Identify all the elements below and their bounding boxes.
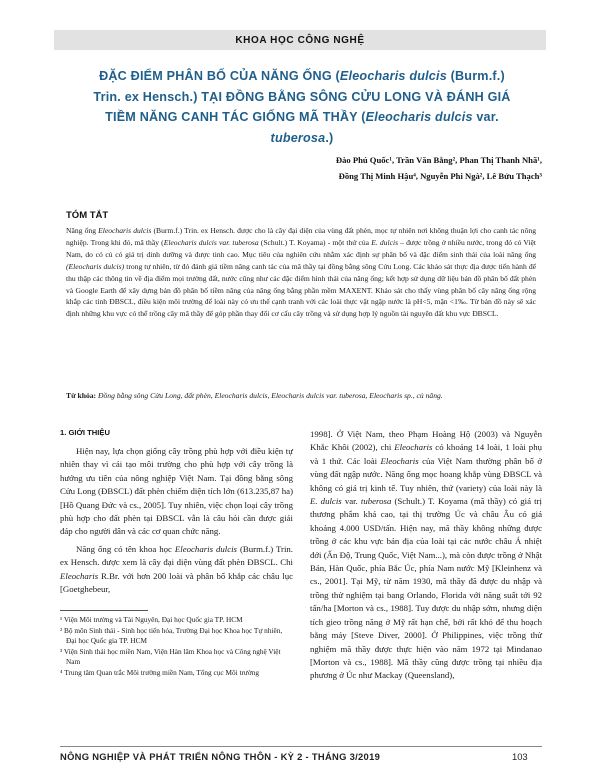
abstract-text: Năng ống Eleocharis dulcis (Burm.f.) Trin. ex Hensch. được cho là cây đại diện của vùng đất phèn, mọc tự nhiên nơi không thuận lợi cho canh tác nông nghiệp. Trong khi đó, mã thầy (Eleocharis dulcis var. tuberosa (Schult.) T. Koyama) - một thứ của E. dulcis – được trồng ở nhiều nước, trong đó có Việt Nam, do có củ có giá trị dinh dưỡng và được tinh cao. Mục tiêu của nghiên cứu nhằm xác định sự phân bố và đặc điểm sinh thái của loài năng ống (Eleocharis dulcis) trong tự nhiên, từ đó đánh giá tiềm năng canh tác của mã thầy tại đồng bằng sông Cửu Long. Các khảo sát thực địa được tiến hành để thu thập các thông tin về địa điểm mọi trường đất, nước cũng như các đặc điểm hình thái của năng ống; kết hợp sử dụng dữ liệu bản đồ phân bố đất phèn và Google Earth để xây dựng bản đồ phân bố tiềm năng của năng ống bằng phần mềm MAXENT. Khảo sát cho thấy vùng phân bố cây năng ống rộng khắp các tỉnh ĐBSCL, điều kiện môi trường để loài này có ưu thế cạnh tranh với các loài thực vật ngập nước là pH<5, mặn <1‰. Từ bản đồ này sẽ xác định những khu vực có thể trồng cây mã thầy để góp phần thay đổi cơ cấu cây trồng và sử dụng hợp lý nguồn tài nguyên đất khu vực ĐBSCL. (66, 226, 536, 319)
right-column (310, 428, 542, 683)
footer-divider (60, 746, 542, 747)
keywords (66, 390, 536, 402)
article-title: ĐẶC ĐIỂM PHÂN BỐ CỦA NĂNG ỐNG (Eleocharis dulcis (Burm.f.) Trin. ex Hensch.) TẠI ĐỒNG BẰNG SÔNG CỬU LONG VÀ ĐÁNH GIÁ TIỀM NĂNG CANH TÁC GIỐNG MÃ THẦY (Eleocharis dulcis var. tuberosa.) (93, 69, 511, 145)
author-line-1: Đào Phú Quốc¹, Trần Văn Bằng², Phan Thị Thanh Nhã¹, (335, 155, 542, 165)
page-number: 103 (512, 751, 528, 762)
keywords-label: Từ khóa: (66, 391, 97, 400)
footnote: ² Bộ môn Sinh thái - Sinh học tiến hóa, Trường Đại học Khoa học Tự nhiên, Đại học Quốc gia TP. HCM (60, 625, 283, 645)
abstract-heading: TÓM TẮT (66, 210, 109, 221)
right-column-paragraph: 1998]. Ở Việt Nam, theo Phạm Hoàng Hộ (2003) và Nguyễn Khắc Khôi (2002), chi Eleocharis có khoảng 14 loài, 1 loài phụ và 1 thứ. Các loài Eleocharis của Việt Nam thường phân bố ở vùng đất ngập nước. Năng ống mọc hoang khắp vùng ĐBSCL và không có giá trị kinh tế. Tuy nhiên, thứ (variety) của loài này là E. dulcis var. tuberosa (Schult.) T. Koyama (mã thầy) có giá trị thương phẩm khá cao, tại thị trường Úc và châu Âu có giá khoảng 4.000 USD/tấn. Hiện nay, mã thầy không những được trồng ở các khu vực bản địa của loài tại các nước châu Á nhiệt đới (Ấn Độ, Trung Quốc, Việt Nam...), mà còn được trồng ở Nhật Bản, Hàn Quốc, phía Bắc Úc, phía Nam nước Mỹ [Kleinhenz và cs., 2001]. Tại Mỹ, từ năm 1930, mã thầy đã được du nhập và trồng thử nghiệm tại bang Orlando, Florida với năng suất tới 92 tấn/ha [Morton và cs., 1988]. Tuy được du nhập sớm, nhưng diện tích gieo trồng năng ở Mỹ rất hạn chế, bởi rất khó để thu hoạch bằng máy [Steve Diver, 2000]. Ở Philippines, việc trồng thử nghiệm mã thầy được thực hiện vào năm 1972 tại Mindanao [Morton và cs., 1988]. Mã thầy cũng được trồng tại nhiều địa phương ở Úc như Mackay (Queensland), (310, 429, 542, 681)
footnotes (60, 615, 293, 678)
section-header: KHOA HỌC CÔNG NGHỆ (235, 35, 365, 46)
intro-heading: 1. GIỚI THIỆU (60, 428, 110, 437)
footnote: ¹ Viện Môi trường và Tài Nguyên, Đại học Quốc gia TP. HCM (60, 615, 243, 624)
intro-paragraph-1: Hiện nay, lựa chọn giống cây trồng phù hợp với điều kiện tự nhiên thay vì cải tạo môi trường cho phù hợp với cây trồng là hướng ưu tiên của nông nghiệp Việt Nam. Tại đồng bằng sông Cửu Long (ĐBSCL) đất phèn chiếm diện tích lớn (613.235,87 ha) [Hồ Quang Đức và cs., 2005]. Tuy nhiên, việc chọn loại cây trồng phù hợp cho đất phèn tại ĐBSCL vẫn là câu hỏi cần được giải đáp cho người dân và các cơ quan chức năng. (60, 446, 293, 537)
footnote-divider (60, 610, 148, 611)
keywords-list: Đồng bằng sông Cửu Long, đất phèn, Eleocharis dulcis, Eleocharis dulcis var. tuberosa, Eleocharis sp., củ năng. (96, 391, 443, 400)
left-column (60, 428, 293, 596)
author-line-2: Đồng Thị Minh Hậu⁴, Nguyễn Phi Ngà², Lê Bửu Thạch³ (338, 171, 542, 181)
footnote: ⁴ Trung tâm Quan trắc Môi trường miền Nam, Tổng cục Môi trường (60, 667, 260, 677)
section-header-band (54, 30, 546, 50)
intro-paragraph-2: Năng ống có tên khoa học Eleocharis dulcis (Burm.f.) Trin. ex Hensch. được xem là cây đại diện vùng đất phèn ĐBSCL. Chi Eleocharis R.Br. với hơn 200 loài và phân bố khắp các châu lục [Goetghebeur, (60, 543, 294, 595)
author-list (336, 152, 542, 184)
footnote: ³ Viện Sinh thái học miền Nam, Viện Hàn lâm Khoa học và Công nghệ Việt Nam (60, 646, 281, 666)
journal-footer: NÔNG NGHIỆP VÀ PHÁT TRIỂN NÔNG THÔN - KỲ 2 - THÁNG 3/2019 (60, 751, 381, 762)
